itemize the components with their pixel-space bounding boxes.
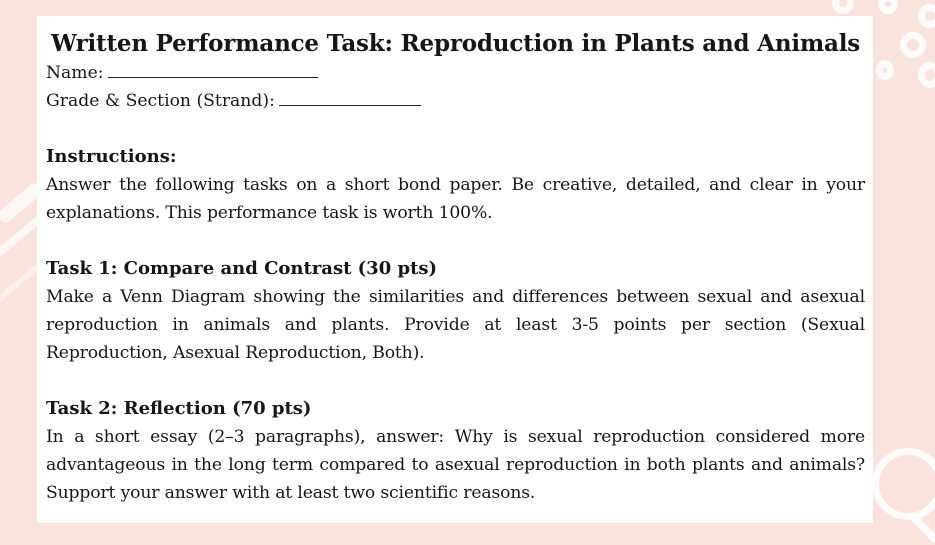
task-sheet [37, 16, 873, 523]
task-2-heading: Task 2: Reflection (70 pts) [46, 398, 312, 419]
page-title: Written Performance Task: Reproduction in Plants and Animals [50, 30, 861, 57]
ring-icon [918, 62, 935, 88]
magnifier-icon [872, 448, 935, 520]
ring-icon [900, 32, 926, 58]
name-field [46, 59, 865, 87]
name-blank[interactable] [108, 65, 318, 78]
name-label: Name: [46, 63, 104, 83]
grade-section-field [46, 87, 865, 115]
task-2-text: In a short essay (2–3 paragraphs), answer: Why is sexual reproduction considered more advantageous in the long term compared to asexual reproduction in both plants and animals? Support your answer with at least two scientific reasons. [46, 427, 865, 503]
instructions-heading: Instructions: [46, 146, 177, 167]
ring-icon [832, 0, 854, 14]
ring-icon [918, 4, 935, 28]
ring-icon [878, 0, 898, 14]
instructions-text: Answer the following tasks on a short bond paper. Be creative, detailed, and clear in your explanations. This performance task is worth 100%. [46, 175, 865, 223]
slash-icon [0, 263, 41, 306]
task-1-text: Make a Venn Diagram showing the similarities and differences between sexual and asexual reproduction in animals and plants. Provide at least 3-5 points per section (Sexual Reproduction, Asexual Reproduction, Both). [46, 287, 865, 363]
task-1-heading: Task 1: Compare and Contrast (30 pts) [46, 258, 438, 279]
grade-section-label: Grade & Section (Strand): [46, 91, 275, 111]
ring-icon [876, 60, 894, 80]
grade-section-blank[interactable] [279, 93, 421, 106]
